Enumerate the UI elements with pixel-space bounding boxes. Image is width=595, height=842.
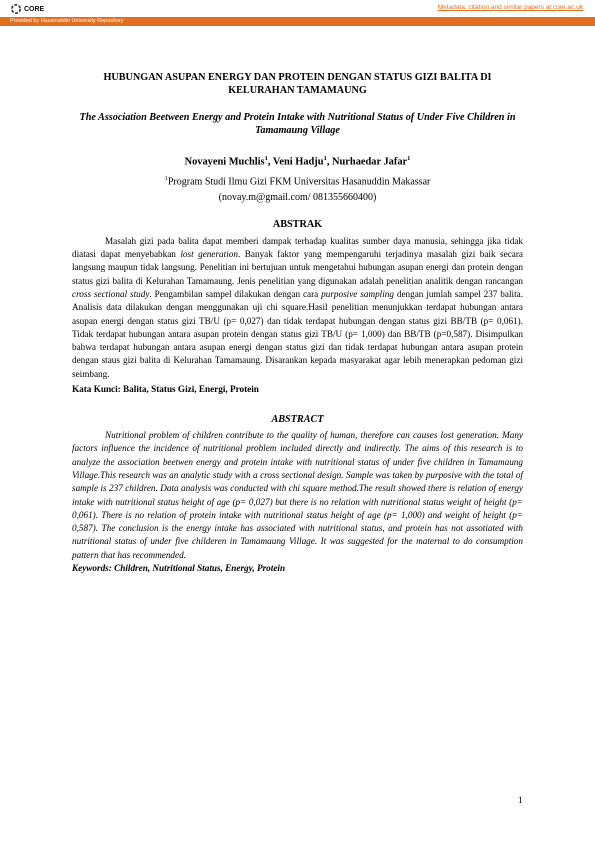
abstrak-body bbox=[72, 235, 523, 381]
abstract-body: Nutritional problem of children contribute to the quality of human, therefore can causes lost generation. Many factors influence the incidence of nutritional problem included directly and indirectly. The aims of this research is to analyze the association beetwen energy and protein intake with nutritional status of under five children in Tamamaung Village.This research was an analytic study with a cross sectional design. Sample was taken by purposive with the total of sample is 237 children. Data analysis was conducted with chi square method.The result showed there is relation of energy intake with nutritional status height of age (p= 0,027) but there is no relation with nutritional status weight of height (p= 0,061). There is no relation of protein intake with nutritional status height of age (p= 1,000) and weight of height (p= 0,587). The conclusion is the energy intake has associated with nutritional status, and protein has not assotiated with nutritional status of under five childeren in Tamamaung Village. It was suggested for the maternal to do consumption pattern that has recommended. bbox=[72, 430, 523, 560]
contact-email: (novay.m@gmail.com/ 081355660400) bbox=[218, 191, 377, 203]
abstrak-heading: ABSTRAK bbox=[272, 218, 323, 230]
page-number: 1 bbox=[518, 796, 523, 806]
paper-title-id: HUBUNGAN ASUPAN ENERGY DAN PROTEIN DENGAN STATUS GIZI BALITA DI KELURAHAN TAMAMAUNG bbox=[103, 72, 492, 96]
abstrak-italic: cross sectional study bbox=[72, 288, 150, 299]
core-header-bar bbox=[0, 0, 595, 17]
abstrak-text: . Banyak faktor yang mempengaruhi terjadinya masalah gizi baik secara langsung maupun tidak langsung. Penelitian ini bertujuan untuk mengetahui hubungan asupan energi dan protein dengan status gizi balita di Kelurahan Tamamaung. Jenis penelitian yang digunakan adalah penelitian analitik dengan rancangan bbox=[72, 249, 523, 286]
provided-by-text: Provided by Hasanuddin University Repository bbox=[10, 18, 124, 24]
affiliation bbox=[72, 172, 523, 188]
abstrak-italic: lost generation bbox=[180, 249, 238, 260]
keywords: Keywords: Children, Nutritional Status, Energy, Protein bbox=[72, 563, 286, 574]
author-sup: 1 bbox=[264, 155, 268, 162]
core-logo-icon bbox=[10, 3, 22, 15]
author-sep: , bbox=[326, 156, 333, 168]
abstrak-text: . Pengambilan sampel dilakukan dengan cara bbox=[149, 288, 322, 299]
author-sup: 1 bbox=[323, 155, 327, 162]
abstrak-italic: purposive sampling bbox=[321, 288, 394, 299]
affiliation-text: Program Studi Ilmu Gizi FKM Universitas Hasanuddin Makassar bbox=[167, 176, 431, 188]
kata-kunci: Kata Kunci: Balita, Status Gizi, Energi, Protein bbox=[72, 384, 259, 395]
affiliation-sup: 1 bbox=[164, 175, 168, 183]
paper-content bbox=[72, 72, 523, 573]
provided-by-banner bbox=[0, 17, 595, 26]
abstrak-text: Masalah gizi pada balita dapat memberi dampak terhadap kualitas sumber daya manusia, sehingga jika tidak diatasi dapat menyebabkan bbox=[72, 235, 523, 260]
abstrak-text: dengan jumlah sampel 237 balita. Analisis data dilakukan dengan menggunakan uji chi square.Hasil penelitian menunjukkan terdapat hubungan antara asupan energi dengan status gizi TB/U (p= 0,027) dan tidak terdapat hubungan dengan status gizi BB/TB (p= 0,061). Tidak terdapat hubungan antara asupan protein dengan status gizi TB/U (p= 1,000) dan BB/TB (p=0,587). Disimpulkan bahwa terdapat hubungan antara asupan energi dengan status gizi dan tidak terdapat hubungan antara asupan protein dengan staus gizi balita di Kelurahan Tamamaung. Disarankan kepada masyarakat agar lebih menerapkan pedoman gizi seimbang. bbox=[72, 288, 524, 379]
paper-title-en: The Association Beetween Energy and Protein Intake with Nutritional Status of Under Five Children in Tamamaung Village bbox=[79, 112, 516, 136]
author-name: Novayeni Muchlis bbox=[184, 156, 265, 168]
author-sep: , bbox=[267, 156, 273, 168]
core-logo[interactable] bbox=[10, 3, 44, 15]
author-sup: 1 bbox=[407, 155, 411, 162]
abstract-heading: ABSTRACT bbox=[271, 414, 324, 426]
author-name: Nurhaedar Jafar bbox=[332, 156, 408, 168]
author-name: Veni Hadju bbox=[272, 156, 324, 168]
author-list bbox=[72, 155, 523, 167]
core-brand-text: CORE bbox=[24, 5, 45, 13]
metadata-link[interactable]: Metadata, citation and similar papers at core.ac.uk bbox=[437, 4, 583, 11]
